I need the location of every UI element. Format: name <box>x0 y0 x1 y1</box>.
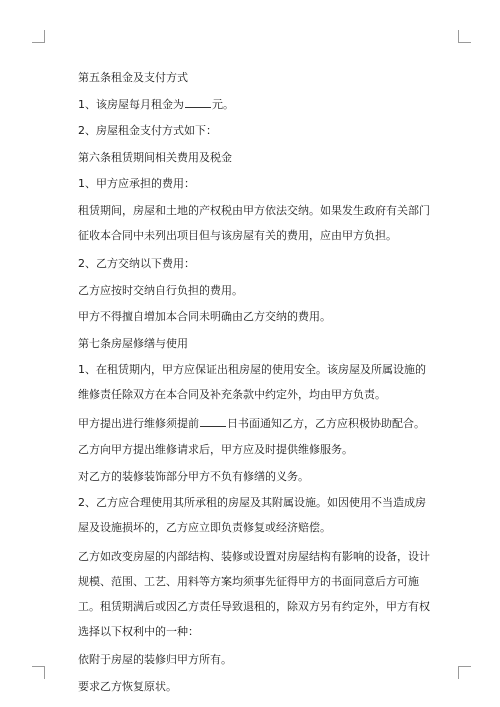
rent-amount-blank <box>185 96 211 108</box>
repair-request-line: 乙方向甲方提出维修请求后，甲方应及时提供维修服务。 <box>78 443 353 456</box>
article-7-heading: 第七条房屋修缮与使用 <box>78 336 188 350</box>
party-b-pay-on-time: 乙方应按时交纳自行负担的费用。 <box>78 283 243 297</box>
rent-amount-line: 1、该房屋每月租金为 元。 <box>78 97 234 111</box>
party-a-fees-heading: 1、甲方应承担的费用： <box>78 177 195 190</box>
notice-days-blank <box>200 415 226 427</box>
crop-mark-top-left <box>32 30 45 43</box>
party-b-fees-heading: 2、乙方交纳以下费用： <box>78 257 195 270</box>
option-decoration-ownership: 依附于房屋的装修归甲方所有。 <box>78 653 232 666</box>
crop-mark-top-right <box>458 30 471 43</box>
article-5-heading: 第五条租金及支付方式 <box>78 71 188 84</box>
payment-method-line: 2、房屋租金支付方式如下： <box>78 124 217 137</box>
structure-change-paragraph: 乙方如改变房屋的内部结构、装修或设置对房屋结构有影响的设备，设计规模、范围、工艺、用料等方案均须事先征得甲方的书面同意后方可施工。租赁期满后或因乙方责任导致退租的，除双方另有约定外，甲方有权选择以下权利中的一种： <box>78 549 430 638</box>
reasonable-use-paragraph: 2、乙方应合理使用其所承租的房屋及其附属设施。如因使用不当造成房屋及设施损坏的，乙方应立即负责修复或经济赔偿。 <box>78 496 426 534</box>
property-tax-paragraph: 租赁期间，房屋和土地的产权税由甲方依法交纳。如果发生政府有关部门征收本合同中未列出项目但与该房屋有关的费用，应由甲方负担。 <box>78 203 430 242</box>
article-6-heading: 第六条租赁期间相关费用及税金 <box>78 150 232 164</box>
repair-notice-line: 甲方提出进行维修须提前 日书面通知乙方，乙方应积极协助配合。 <box>78 416 425 430</box>
option-restore-original: 要求乙方恢复原状。 <box>78 679 177 693</box>
no-extra-fees-line: 甲方不得擅自增加本合同未明确由乙方交纳的费用。 <box>78 310 331 323</box>
crop-mark-bottom-right <box>458 666 471 679</box>
safety-maintenance-paragraph: 1、在租赁期内，甲方应保证出租房屋的使用安全。该房屋及所属设施的维修责任除双方在本合同及补充条款中约定外，均由甲方负责。 <box>78 363 426 401</box>
crop-mark-bottom-left <box>32 666 45 679</box>
decoration-line: 对乙方的装修装饰部分甲方不负有修缮的义务。 <box>78 469 309 483</box>
document-body <box>78 68 434 703</box>
